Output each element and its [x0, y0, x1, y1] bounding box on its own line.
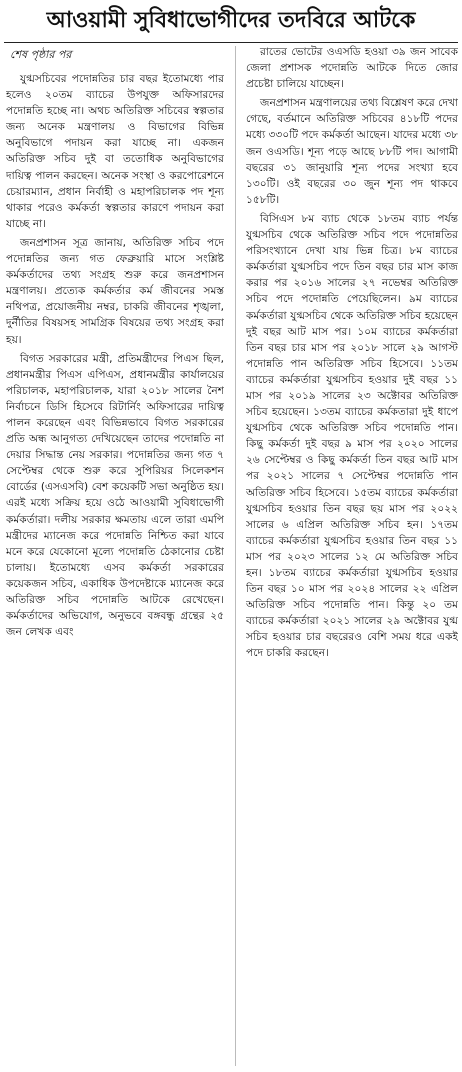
- left-paragraph-1: যুগ্মসচিবের পদোন্নতির চার বছর ইতোমধ্যে পার হলেও ২০তম ব্যাচের উপযুক্ত অফিসারদের পদোন্নতি হচ্ছে না। অথচ অতিরিক্ত সচিবের স্বল্পতার জন্য অনেক মন্ত্রণালয় ও বিভাগের বিভিন্ন অনুবিভাগে পদায়ন করা যাচ্ছে না। একজন অতিরিক্ত সচিব দুই বা ততোধিক অনুবিভাগের দায়িত্ব পালন করছেন। অনেক সংস্থা ও করপোরেশনে চেয়ারম্যান, প্রধান নির্বাহী ও মহাপরিচালক পদ শূন্য থাকার পরেও কর্মকর্তা স্বল্পতার কারণে পদায়ন করা যাচ্ছে না।: [6, 73, 224, 230]
- column-divider: [235, 46, 236, 1066]
- right-paragraph-1: রাতের ভোটের ওএসডি হওয়া ৩৯ জন সাবেক জেলা প্রশাসক পদোন্নতি আটকে দিতে জোর প্রচেষ্টা চালিয়ে যাচ্ছেন।: [246, 46, 458, 91]
- left-paragraph-2: জনপ্রশাসন সূত্র জানায়, অতিরিক্ত সচিব পদে পদোন্নতির জন্য গত ফেব্রুয়ারি মাসে সংশ্লিষ্ট কর্মকর্তাদের তথ্য সংগ্রহ শুরু করে জনপ্রশাসন মন্ত্রণালয়। প্রত্যেক কর্মকর্তার কর্ম জীবনের সমস্ত নথিপত্র, প্রয়োজনীয় নম্বর, চাকরি জীবনের শৃঙ্খলা, দুর্নীতির বিষয়সহ সামগ্রিক বিষয়ের তথ্য সংগ্রহ করা হয়।: [6, 236, 224, 346]
- right-column: [246, 44, 458, 1068]
- right-paragraph-3: বিসিএস ৮ম ব্যাচ থেকে ১৮তম ব্যাচ পর্যন্ত যুগ্মসচিব থেকে অতিরিক্ত সচিব পদে পদোন্নতির পরিসংখ্যানে দেখা যায় ভিন্ন চিত্র। ৮ম ব্যাচের কর্মকর্তারা যুগ্মসচিব পদে তিন বছর চার মাস কাজ করার পর ২০১৬ সালের ২৭ নভেম্বর অতিরিক্ত সচিব পদে পদোন্নতি পেয়েছিলেন। ৯ম ব্যাচের কর্মকর্তারা যুগ্মসচিব থেকে অতিরিক্ত সচিব হয়েছেন দুই বছর আট মাস পর। ১০ম ব্যাচের কর্মকর্তারা তিন বছর চার মাস পর ২০১৮ সালে ২৯ আগস্ট পদোন্নতি পান অতিরিক্ত সচিব হিসেবে। ১১তম ব্যাচের কর্মকর্তারা যুগ্মসচিব হওয়ার দুই বছর ১১ মাস পর ২০১৯ সালের ২৩ অক্টোবর অতিরিক্ত সচিব হয়েছেন। ১৩তম ব্যাচের কর্মকতারা দুই ধাপে যুগ্মসচিব থেকে অতিরিক্ত সচিব পদোন্নতি পান। কিছু কর্মকর্তা দুই বছর ৯ মাস পর ২০২০ সালের ২৬ সেপ্টেম্বর ও কিছু কর্মকর্তা তিন বছর আট মাস পর ২০২১ সালের ৭ সেপ্টেম্বর পদোন্নতি পান অতিরিক্ত সচিব হিসেবে। ১৫তম ব্যাচের কর্মকর্তারা যুগ্মসচিব হওয়ার তিন বছর ছয় মাস পর ২০২২ সালের ৬ এপ্রিল অতিরিক্ত সচিব হন। ১৭তম ব্যাচের কর্মকর্তারা যুগ্মসচিব হওয়ার তিন বছর ১১ মাস পর ২০২৩ সালের ১২ মে অতিরিক্ত সচিব হন। ১৮তম ব্যাচের কর্মকর্তারা যুগ্মসচিব হওয়ার তিন বছর ১০ মাস পর ২০২৪ সালের ২২ এপ্রিল অতিরিক্ত সচিব পদোন্নতি পান। কিন্তু ২০ তম ব্যাচের কর্মকর্তারা ২০২১ সালের ২৯ অক্টোবর যুগ্ম সচিব হওয়ার চার বছরেরও বেশি সময় ধরে একই পদে চাকরি করছেন।: [246, 212, 458, 660]
- left-paragraph-3: বিগত সরকারের মন্ত্রী, প্রতিমন্ত্রীদের পিএস ছিল, প্রধানমন্ত্রীর পিএস এপিএস, প্রধানমন্ত্রীর কার্যালয়ের পরিচালক, মহাপরিচালক, যারা ২০১৮ সালের নৈশ নির্বাচনে ডিসি হিসেবে রিটার্নিং অফিসারের দায়িত্ব পালন করেছেন এবং বিভিন্নভাবে বিগত সরকারের প্রতি অন্ধ আনুগত্য দেখিয়েছেন তাদের পদোন্নতি না দেয়ার সিদ্ধান্ত নেয় সরকার। পদোন্নতির জন্য গত ৭ সেপ্টেম্বর থেকে শুরু করে সুপিরিয়র সিলেকশন বোর্ডের (এসএসবি) বেশ কয়েকটি সভা অনুষ্ঠিত হয়। এরই মধ্যে সক্রিয় হয়ে ওঠে আওয়ামী সুবিধাভোগী কর্মকর্তারা। দলীয় সরকার ক্ষমতায় এলে তারা এমপি মন্ত্রীদের ম্যানেজ করে পদোন্নতি নিশ্চিত করা যাবে মনে করে যেকোনো মূল্যে পদোন্নতি ঠেকানোর চেষ্টা চালায়। ইতোমধ্যে এসব কর্মকর্তা সরকারের কয়েকজন সচিব, একাধিক উপদেষ্টাকে ম্যানেজ করে অতিরিক্ত সচিব পদোন্নতি আটকে রেখেছেন। কর্মকর্তাদের অভিযোগ, অনুভবে বঙ্গবন্ধু গ্রন্থের ২৫ জন লেখক এবং: [6, 352, 224, 639]
- continuation-kicker: শেষ পৃষ্ঠার পর: [10, 48, 72, 61]
- left-column: [6, 44, 224, 1068]
- right-paragraph-2: জনপ্রশাসন মন্ত্রণালয়ের তথ্য বিশ্লেষণ করে দেখা গেছে, বর্তমানে অতিরিক্ত সচিবের ৪১৮টি পদের মধ্যে ৩৩০টি পদে কর্মকর্তা আছেন। যাদের মধ্যে ৩৮ জন ওএসডি। শূন্য পড়ে আছে ৮৮টি পদ। আগামী বছরের ৩১ জানুয়ারি শূন্য পদের সংখ্যা হবে ১৩০টি। ওই বছরের ৩০ জুন শূন্য পদ থাকবে ১৫৮টি।: [246, 97, 458, 206]
- headline-rule: [4, 42, 458, 43]
- headline: আওয়ামী সুবিধাভোগীদের তদবিরে আটকে: [46, 7, 416, 33]
